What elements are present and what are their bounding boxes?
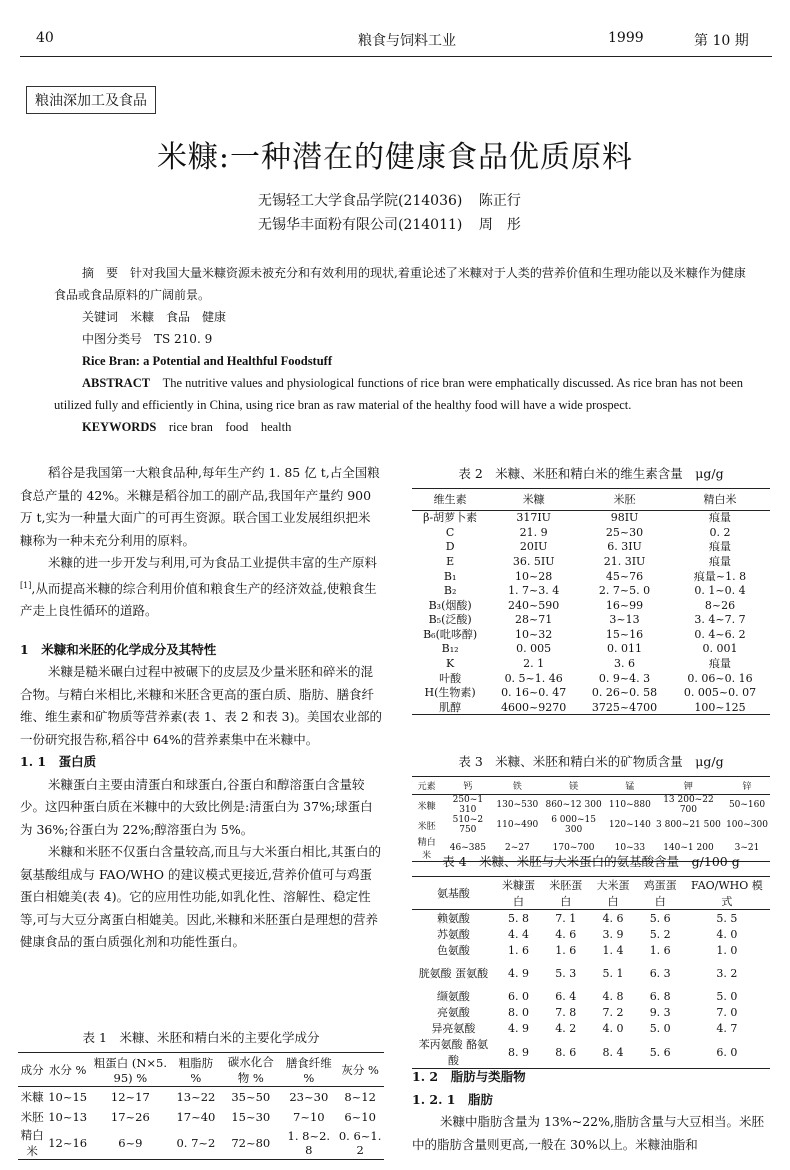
table-caption: 表 4 米糠、米胚与大米蛋白的氨基酸含量 g/100 g bbox=[442, 854, 740, 869]
table-cell: 100~300 bbox=[726, 820, 768, 830]
table-cell: 5. 3 bbox=[555, 966, 577, 980]
table-header: 米胚蛋白 bbox=[549, 879, 583, 908]
table-caption: 表 1 米糠、米胚和精白米的主要化学成分 bbox=[82, 1030, 320, 1045]
page-number: 40 bbox=[36, 30, 54, 46]
table-header: 米糠蛋白 bbox=[501, 879, 535, 908]
table-row bbox=[412, 511, 770, 526]
row-label: 肌醇 bbox=[439, 700, 462, 714]
table-cell: 6. 0 bbox=[716, 1045, 738, 1059]
table-cell: 痕量 bbox=[708, 657, 731, 671]
row-label: 苏氨酸 bbox=[436, 928, 470, 941]
left-column bbox=[20, 462, 382, 954]
table-cell: 8. 6 bbox=[555, 1045, 577, 1059]
row-label: 米糠 bbox=[417, 801, 436, 812]
table-row bbox=[412, 1036, 770, 1069]
table-cell: 8~26 bbox=[704, 598, 736, 612]
citation: [1] bbox=[20, 580, 32, 590]
table-cell: 5. 5 bbox=[716, 911, 738, 925]
table-cell: 4. 2 bbox=[555, 1021, 577, 1035]
table-cell: 6 000~15 300 bbox=[551, 815, 596, 835]
table-cell: 8. 4 bbox=[602, 1045, 624, 1059]
row-label: 异亮氨酸 bbox=[431, 1022, 476, 1035]
row-label: 米胚 bbox=[417, 821, 436, 832]
table-cell: 3~21 bbox=[734, 843, 760, 853]
table-row: 米胚 10~13 17~26 17~40 15~30 7~10 6~10 bbox=[20, 1109, 376, 1124]
table-row bbox=[412, 815, 770, 835]
table-cell: 140~1 200 bbox=[663, 843, 714, 853]
abstract-en-label: ABSTRACT bbox=[82, 376, 151, 390]
table-cell: 10~33 bbox=[614, 843, 646, 853]
table-cell: 4. 0 bbox=[602, 1021, 624, 1035]
english-title: Rice Bran: a Potential and Healthful Foodstuff bbox=[82, 354, 332, 368]
table-row bbox=[412, 540, 770, 555]
table-row bbox=[412, 583, 770, 598]
table-row bbox=[412, 910, 770, 927]
table-cell: 3725~4700 bbox=[591, 700, 658, 714]
table-cell: 20IU bbox=[519, 540, 548, 554]
table-row bbox=[412, 1020, 770, 1036]
table-cell: 0. 4~6. 2 bbox=[694, 627, 746, 641]
table-header: 钾 bbox=[683, 782, 693, 792]
row-label: 缬氨酸 bbox=[436, 990, 470, 1003]
author-name: 周 彤 bbox=[478, 217, 521, 233]
table-cell: 100~125 bbox=[694, 700, 746, 714]
table-cell: 0. 011 bbox=[607, 642, 643, 656]
issue: 第 10 期 bbox=[694, 33, 749, 49]
table-caption: 表 2 米糠、米胚和精白米的维生素含量 μg/g bbox=[458, 466, 724, 481]
row-label: 苯丙氨酸 酪氨酸 bbox=[418, 1038, 489, 1067]
table-cell: 2. 7~5. 0 bbox=[598, 584, 651, 598]
table-row bbox=[412, 926, 770, 942]
table-cell: 5. 0 bbox=[649, 1021, 671, 1035]
table-1 bbox=[18, 1028, 384, 1160]
table-header: 灰分 % bbox=[341, 1062, 379, 1077]
table-cell: 痕量~1. 8 bbox=[693, 569, 747, 583]
table-cell: 9. 3 bbox=[649, 1005, 671, 1019]
table-header: 精白米 bbox=[703, 492, 737, 506]
table-cell: 120~140 bbox=[608, 820, 651, 830]
table-cell: 3. 2 bbox=[716, 966, 738, 980]
table-cell: 6. 3 bbox=[649, 966, 671, 980]
table-cell: 6. 3IU bbox=[607, 540, 642, 554]
table-header: 镁 bbox=[569, 782, 579, 792]
table-cell: 0. 06~0. 16 bbox=[687, 671, 753, 685]
table-row bbox=[412, 525, 770, 540]
table-row bbox=[412, 988, 770, 1004]
table-header: 成分 bbox=[20, 1062, 44, 1077]
table-cell: 痕量 bbox=[708, 511, 731, 525]
table-cell: 860~12 300 bbox=[545, 800, 602, 810]
table-header: 米胚 bbox=[613, 492, 636, 506]
row-label: D bbox=[445, 540, 455, 554]
row-label: 叶酸 bbox=[439, 671, 462, 685]
table-cell: 10~32 bbox=[515, 627, 553, 641]
table-row bbox=[412, 554, 770, 569]
table-cell: 0. 9~4. 3 bbox=[598, 671, 651, 685]
table-cell: 5. 6 bbox=[649, 1045, 671, 1059]
table-cell: 7. 2 bbox=[602, 1005, 624, 1019]
table-cell: 1. 0 bbox=[716, 943, 738, 957]
table-cell: 1. 6 bbox=[649, 943, 671, 957]
table-header: 维生素 bbox=[433, 492, 467, 506]
table-row bbox=[412, 598, 770, 613]
table-row bbox=[412, 569, 770, 584]
table-row bbox=[412, 958, 770, 988]
row-label: B₁ bbox=[443, 569, 457, 583]
table-cell: 1. 6 bbox=[507, 943, 529, 957]
section-label: 粮油深加工及食品 bbox=[26, 86, 156, 114]
row-label: 色氨酸 bbox=[436, 944, 470, 957]
table-cell: 5. 1 bbox=[602, 966, 624, 980]
table-2 bbox=[412, 464, 770, 715]
row-label: 亮氨酸 bbox=[436, 1006, 470, 1019]
table-cell: 0. 5~1. 46 bbox=[504, 671, 563, 685]
table-cell: 3~13 bbox=[609, 613, 640, 627]
table-row bbox=[412, 656, 770, 671]
keywords-en-text: rice bran food health bbox=[168, 420, 292, 434]
table-cell: 25~30 bbox=[605, 525, 644, 539]
article-title: 米糠:一种潜在的健康食品优质原料 bbox=[156, 140, 634, 175]
table-4 bbox=[412, 852, 770, 1069]
journal-name: 粮食与饲料工业 bbox=[358, 33, 456, 49]
table-cell: 15~16 bbox=[605, 627, 644, 641]
table-cell: 3 800~21 500 bbox=[656, 820, 721, 830]
table-cell: 130~530 bbox=[496, 800, 539, 810]
table-cell: 317IU bbox=[516, 511, 551, 525]
row-label: 胱氨酸 蛋氨酸 bbox=[418, 967, 489, 980]
table-header: 膳食纤维 % bbox=[285, 1055, 332, 1085]
paragraph: 米糠和米胚不仅蛋白含量较高,而且与大米蛋白相比,其蛋白的氨基酸组成与 FAO/WHO 的建议模式更接近,营养价值可与鸡蛋蛋白相媲美(表 4)。它的应用性功能,如乳化性、溶解性、稳定性等,可与大豆分离蛋白相媲美。因此,米糠和米胚蛋白是理想的营养健康食品的蛋白质强化剂和功能性蛋白。 bbox=[20, 844, 381, 950]
table-cell: 13 200~22 700 bbox=[663, 795, 714, 815]
row-label: 精白米 bbox=[417, 838, 436, 861]
table-cell: 8. 9 bbox=[507, 1045, 529, 1059]
table-header: 氨基酸 bbox=[436, 887, 470, 900]
table-cell: 21. 3IU bbox=[603, 554, 646, 568]
table-cell: 0. 16~0. 47 bbox=[501, 686, 567, 700]
table-cell: 110~490 bbox=[496, 820, 539, 830]
table-cell: 6. 4 bbox=[555, 989, 577, 1003]
keywords-zh: 关键词 米糠 食品 健康 bbox=[82, 310, 227, 324]
row-label: C bbox=[445, 525, 455, 539]
table-header: 锰 bbox=[625, 782, 635, 792]
classification: 中图分类号 TS 210. 9 bbox=[82, 332, 213, 346]
table-header: 水分 % bbox=[48, 1062, 87, 1077]
abstract-zh: 摘 要 针对我国大量米糠资源未被充分和有效利用的现状,着重论述了米糠对于人类的营养价值和生理功能以及米糠作为健康食品或食品原料的广阔前景。 bbox=[54, 266, 746, 302]
table-cell: 50~160 bbox=[728, 800, 766, 810]
year: 1999 bbox=[608, 30, 644, 46]
table-cell: 16~99 bbox=[605, 598, 644, 612]
table-cell: 0. 2 bbox=[709, 525, 731, 539]
table-header: 大米蛋白 bbox=[596, 879, 630, 908]
table-header: FAO/WHO 模式 bbox=[691, 879, 763, 908]
table-cell: 1. 4 bbox=[602, 943, 624, 957]
header-rule bbox=[20, 56, 772, 57]
table-header: 锌 bbox=[742, 782, 752, 792]
row-label: B₃(烟酸) bbox=[428, 598, 472, 612]
table-row bbox=[412, 1004, 770, 1020]
table-row bbox=[412, 671, 770, 686]
table-row: 精白米 12~16 6~9 0. 7~2 72~80 1. 8~2. 8 0. 6~1. 2 bbox=[18, 1127, 384, 1160]
subsection-heading: 1. 2. 1 脂肪 bbox=[412, 1091, 493, 1107]
subsection-heading: 1. 1 蛋白质 bbox=[20, 754, 97, 770]
table-cell: 250~1 310 bbox=[452, 795, 484, 815]
table-cell: 46~385 bbox=[449, 843, 486, 853]
table-cell: 98IU bbox=[610, 511, 639, 525]
keywords-en-label: KEYWORDS bbox=[82, 420, 157, 434]
paragraph: 米糠是糙米碾白过程中被碾下的皮层及少量米胚和碎米的混合物。与精白米相比,米糠和米胚含更高的蛋白质、脂肪、膳食纤维、维生素和矿物质等营养素(表 1、表 2 和表 3)。美国农业部的一份研究报告称,稻谷中 64%的营养素集中在米糠中。 bbox=[20, 664, 383, 747]
table-cell: 4600~9270 bbox=[501, 700, 567, 714]
table-cell: 110~880 bbox=[608, 800, 651, 810]
table-cell: 3. 4~7. 7 bbox=[694, 613, 746, 627]
table-cell: 510~2 750 bbox=[452, 815, 484, 835]
table-cell: 6. 0 bbox=[507, 989, 529, 1003]
table-header: 粗脂肪 % bbox=[178, 1055, 214, 1085]
subsection-heading: 1. 2 脂肪与类脂物 bbox=[412, 1069, 526, 1084]
table-cell: 痕量 bbox=[708, 540, 731, 554]
table-cell: 4. 6 bbox=[555, 927, 577, 941]
row-label: 赖氨酸 bbox=[436, 912, 470, 925]
abstract-block bbox=[54, 262, 754, 438]
right-column-text bbox=[412, 1066, 772, 1156]
table-cell: 170~700 bbox=[552, 843, 595, 853]
table-cell: 4. 9 bbox=[507, 966, 529, 980]
table-cell: 4. 0 bbox=[716, 927, 738, 941]
table-cell: 1. 6 bbox=[555, 943, 577, 957]
row-label: E bbox=[446, 554, 455, 568]
table-cell: 5. 8 bbox=[507, 911, 529, 925]
table-cell: 3. 9 bbox=[602, 927, 624, 941]
author-name: 陈正行 bbox=[478, 193, 521, 209]
row-label: H(生物素) bbox=[424, 686, 476, 700]
table-cell: 2~27 bbox=[504, 843, 530, 853]
table-row bbox=[412, 642, 770, 657]
table-cell: 45~76 bbox=[605, 569, 644, 583]
row-label: β-胡萝卜素 bbox=[423, 511, 478, 525]
abstract-en-text: The nutritive values and physiological functions of rice bran were emphatically discussed. As rice bran has not been utilized fully and efficiently in China, using rice bran as raw material of the healthy food will have a wide prospect. bbox=[54, 376, 743, 412]
table-row: 米糠 10~15 12~17 13~22 35~50 23~30 8~12 bbox=[20, 1089, 376, 1104]
table-row bbox=[412, 700, 770, 715]
table-cell: 0. 005~0. 07 bbox=[683, 686, 757, 700]
table-header: 米糠 bbox=[522, 492, 545, 506]
row-label: B₁₂ bbox=[441, 642, 459, 656]
table-cell: 4. 9 bbox=[507, 1021, 529, 1035]
row-label: K bbox=[446, 657, 455, 671]
paragraph: 米糠的进一步开发与利用,可为食品工业提供丰富的生产原料[1],从而提高米糠的综合利用价值和粮食生产的经济效益,使粮食生产走上良性循环的道路。 bbox=[20, 555, 377, 619]
table-cell: 0. 1~0. 4 bbox=[694, 584, 746, 598]
table-row bbox=[412, 942, 770, 958]
table-cell: 痕量 bbox=[708, 554, 731, 568]
table-cell: 10~28 bbox=[515, 569, 553, 583]
table-cell: 4. 8 bbox=[602, 989, 624, 1003]
table-3 bbox=[412, 752, 770, 862]
table-row bbox=[412, 627, 770, 642]
table-caption: 表 3 米糠、米胚和精白米的矿物质含量 μg/g bbox=[458, 754, 724, 769]
table-header: 粗蛋白 (N×5. 95) % bbox=[93, 1055, 168, 1085]
table-cell: 4. 6 bbox=[602, 911, 624, 925]
table-cell: 6. 8 bbox=[649, 989, 671, 1003]
table-header: 鸡蛋蛋白 bbox=[643, 879, 677, 908]
table-cell: 7. 0 bbox=[716, 1005, 738, 1019]
table-cell: 0. 005 bbox=[516, 642, 552, 656]
abstract-en bbox=[54, 372, 754, 416]
table-header: 铁 bbox=[512, 782, 522, 792]
row-label: B₅(泛酸) bbox=[428, 613, 472, 627]
table-row bbox=[412, 686, 770, 701]
table-cell: 2. 1 bbox=[523, 657, 545, 671]
author-line-2 bbox=[258, 214, 521, 234]
table-cell: 0. 26~0. 58 bbox=[591, 686, 658, 700]
section-heading: 1 米糠和米胚的化学成分及其特性 bbox=[20, 641, 217, 657]
table-cell: 4. 7 bbox=[716, 1021, 738, 1035]
table-cell: 5. 2 bbox=[649, 927, 671, 941]
table-cell: 1. 7~3. 4 bbox=[508, 584, 560, 598]
table-cell: 36. 5IU bbox=[512, 554, 555, 568]
table-header: 元素 bbox=[417, 782, 436, 792]
table-header: 钙 bbox=[463, 782, 473, 792]
keywords-en bbox=[54, 416, 754, 438]
table-row bbox=[412, 613, 770, 628]
table-cell: 21. 9 bbox=[519, 525, 548, 539]
affiliation: 无锡轻工大学食品学院(214036) bbox=[258, 193, 463, 209]
table-cell: 5. 6 bbox=[649, 911, 671, 925]
table-cell: 3. 6 bbox=[614, 657, 636, 671]
row-label: B₂ bbox=[443, 584, 457, 598]
affiliation: 无锡华丰面粉有限公司(214011) bbox=[258, 217, 463, 233]
table-row bbox=[412, 795, 770, 816]
paragraph: 稻谷是我国第一大粮食品种,每年生产约 1. 85 亿 t,占全国粮食总产量的 42%。米糠是稻谷加工的副产品,我国年产量约 900 万 t,实为一种量大面广的可再生资源。联合国工业发展组织把米糠称为一种未充分利用的原料。 bbox=[20, 465, 380, 548]
table-cell: 4. 4 bbox=[507, 927, 529, 941]
table-header: 碳水化合物 % bbox=[227, 1054, 274, 1085]
running-header bbox=[0, 30, 790, 50]
table-cell: 28~71 bbox=[515, 613, 553, 627]
table-cell: 0. 001 bbox=[702, 642, 738, 656]
table-cell: 7. 8 bbox=[555, 1005, 577, 1019]
table-cell: 8. 0 bbox=[507, 1005, 529, 1019]
table-cell: 240~590 bbox=[508, 598, 560, 612]
table-cell: 5. 0 bbox=[716, 989, 738, 1003]
paragraph: 米糠中脂肪含量为 13%~22%,脂肪含量与大豆相当。米胚中的脂肪含量则更高,一般在 30%以上。米糠油脂和 bbox=[412, 1114, 764, 1152]
table-cell: 7. 1 bbox=[555, 911, 577, 925]
row-label: B₆(吡哆醇) bbox=[423, 627, 478, 641]
paragraph: 米糠蛋白主要由清蛋白和球蛋白,谷蛋白和醇溶蛋白含量较少。这四种蛋白质在米糠中的大致比例是:清蛋白为 37%;球蛋白为 36%;谷蛋白为 22%;醇溶蛋白为 5%。 bbox=[20, 776, 373, 837]
author-line-1 bbox=[258, 190, 521, 210]
